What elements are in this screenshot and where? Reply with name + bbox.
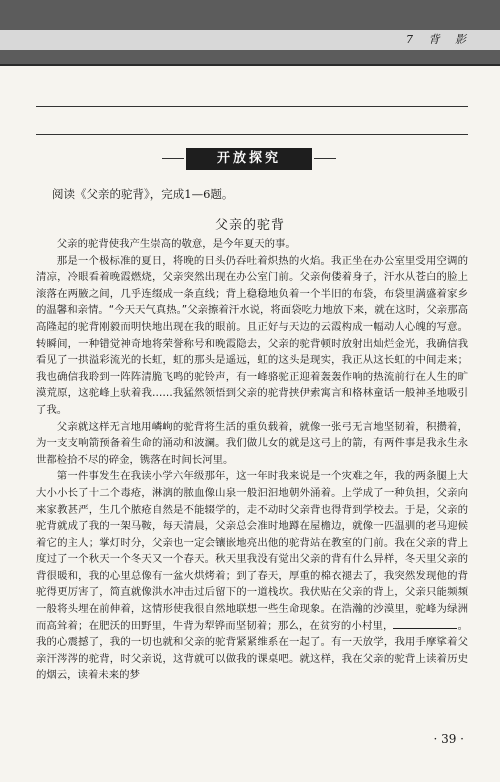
divider-top	[36, 106, 468, 107]
paragraph-4-before: 第一件事发生在我读小学六年级那年，这一年时我来说是一个灾难之年，我的两条腿上大大小小长了十二个毒疮，淋漓的脓血像山泉一般汩汩地朝外涌着。上学成了一种负担，父亲向来家教甚严，生几个脓疮自然是不能辍学的，走不动时父亲背也得背到学校去。于是，父亲的驼背就成了我的一架马鞍，每天清晨，父亲总会准时地蹲在屋檐边，就像一匹温驯的老马迎候着它的主人；掌灯时分，父亲也一定会镶嵌地亮出他的驼背站在教室的门前。我在父亲的背上度过了一个秋天一个冬天又一个春天。秋天里我没有觉出父亲的背有什么异样，冬天里父亲的背很暖和，我的心里总像有一盆火烘烤着；到了春天，厚重的棉衣褪去了，我突然发现他的背驼得更厉害了，简直就像洪水冲击过后留下的一道栈坎。我伏贴在父亲的背上，父亲只能频频一般将头埋在前伸着，这情形使我很自然地联想一些生命现象。在浩瀚的沙漠里，驼峰为绿洲而高耸着；在肥沃的田野里，牛背为犁铧而坚韧着；那么，在贫穷的小村里，	[36, 470, 468, 632]
article-title: 父亲的驼背	[214, 218, 285, 233]
paragraph-3: 父亲就这样无言地用嶙峋的驼背将生活的重负载着，就像一张弓无言地坚韧着，积攒着，为一支支响箭预备着生命的涌动和波澜。我们做儿女的就是这弓上的箭，有两件事是我永生永世都检拾不尽的碎金，镌落在时间长河里。	[36, 420, 468, 466]
instruction-text: 阅读《父亲的驼背》，完成1—6题。	[52, 187, 234, 201]
page-number: · 39 ·	[433, 732, 464, 746]
fill-in-blank[interactable]	[393, 620, 457, 629]
section-label: 开放探究	[186, 148, 312, 170]
paragraph-2: 那是一个极标准的夏日，将晚的日头仍吞吐着炽热的火焰。我正坐在办公室里受用空调的清凉，冷眼看着晚霞燃烧，父亲突然出现在办公室门前。父亲佝偻着身子，汗水从苍白的脸上滚落在两腋之间，几乎连缀成一条直线；背上稳稳地负着一个半旧的布袋，布袋里满盛着家乡的温馨和亲情。“今天天气真热。”父亲擦着汗水说，将面袋吃力地放下来，就在这时，父亲那高高隆起的驼背刚毅而明快地出现在我的眼前。且正好与天边的云霞构成一幅动人心魄的写意。转瞬间，一种错觉神奇地将荣誉称号和晚霞隐去，父亲的驼背顿时放射出灿烂金光，我确信我看见了一拱溢彩流光的长虹，虹的那头是遥远，虹的这头是现实，我正从这长虹的中间走来；我也确信我聆到一阵阵清脆飞鸣的驼铃声，有一峰骆驼正迎着轰轰作响的热流前行在人生的旷漠荒原，这驼峰上驮着我……我猛然领悟到父亲的驼背挟伊索寓言和格林童话一般神圣地吸引了我。	[36, 254, 468, 416]
running-header: 7 背 影	[406, 33, 472, 46]
paragraph-4-after: 。我的心震撼了，我的一切也就和父亲的驼背紧紧维系在一起了。有一天放学，我用手摩挲着父亲汗涔涔的驼背，时父亲说，这背就可以做我的课桌吧。就这样，我在父亲的驼背上读着历史的烟云，读着未来的梦	[36, 619, 468, 682]
paragraph-4	[36, 468, 468, 684]
divider-bottom	[36, 134, 468, 135]
paragraph-1: 父亲的驼背使我产生崇高的敬意，是今年夏天的事。	[56, 238, 296, 250]
article-body	[36, 236, 468, 684]
